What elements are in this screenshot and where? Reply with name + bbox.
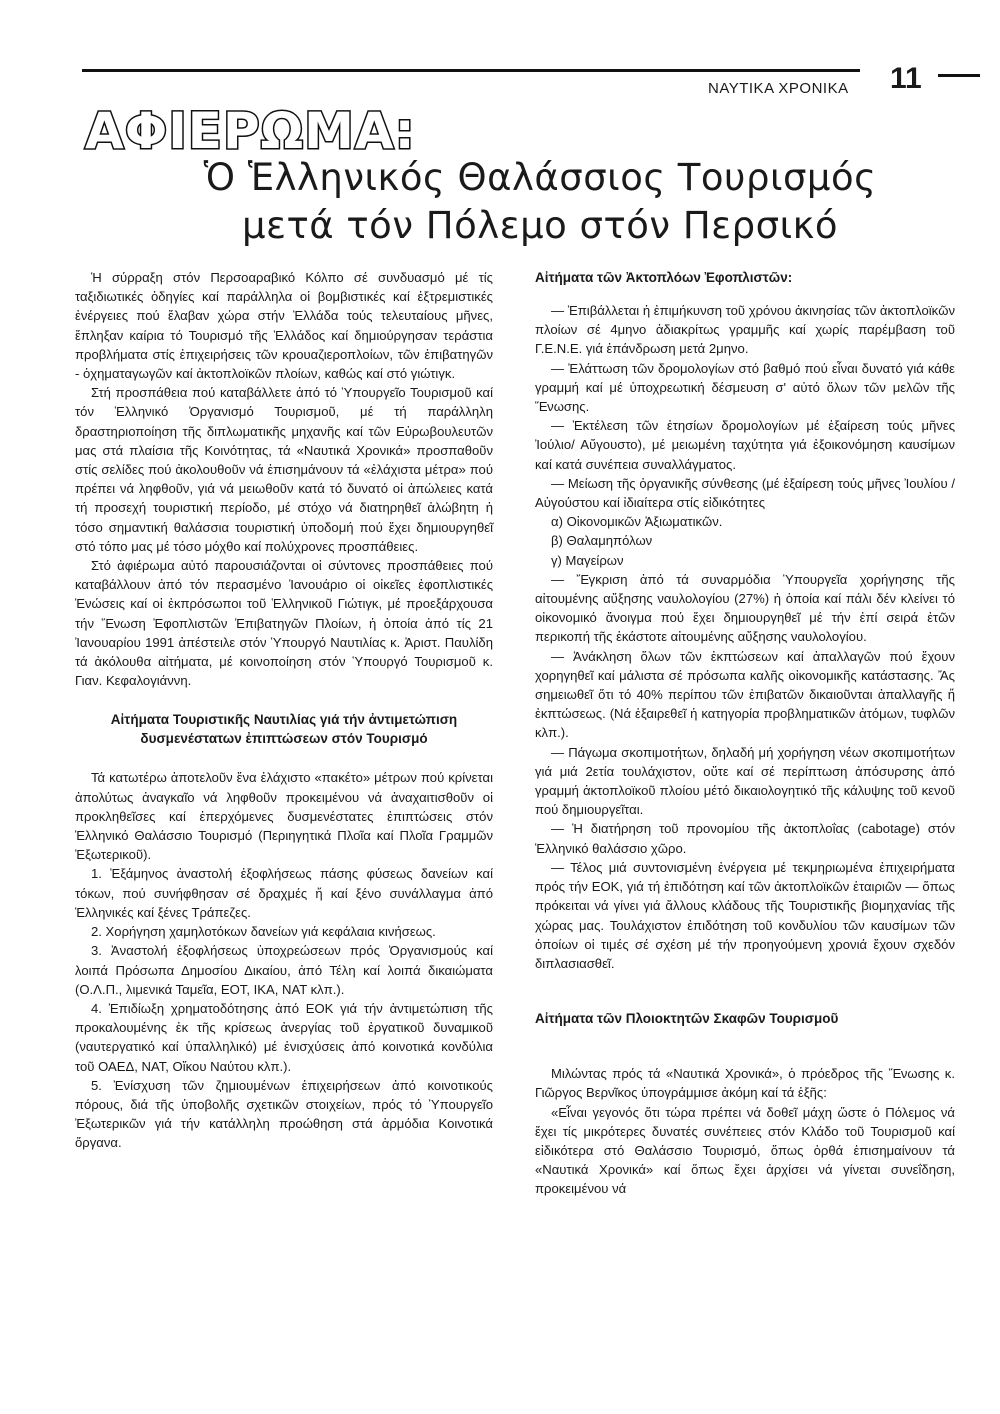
paragraph: Ἡ σύρραξη στόν Περσοαραβικό Κόλπο σέ συνδυασμό μέ τίς ταξιδιωτικές ὁδηγίες καί παράλληλα οἱ βομβιστικές καί ἐξτρεμιστικές ἐνέργειες πού ἔλαβαν χώρα στήν Ἑλλάδα τούς τελευταίους μῆνες, ἔπληξαν καίρια τό Τουρισμό τῆς Ἑλλάδος καί δημιούργησαν τεράστια προβλήματα στίς ἐπιχειρήσεις τῶν κρουαζιεροπλοίων, τῶν ἐπιβατηγῶν - ὀχηματαγωγῶν καί ἀκτοπλοϊκῶν πλοίων, καθώς καί στό γιώτιγκ.	[75, 270, 493, 382]
header-rule	[82, 69, 860, 72]
paragraph: Τά κατωτέρω ἀποτελοῦν ἕνα ἐλάχιστο «πακέτο» μέτρων πού κρίνεται ἀπολύτως ἀναγκαῖο νά ληφθοῦν προκειμένου νά ἀναχαιτισθοῦν οἱ προκληθεῖσες καί ἐπερχόμενες δυσμενέστατες ἐπιπτώσεις στόν Ἑλληνικό Θαλάσσιο Τουρισμό (Περιηγητικά Πλοῖα καί Πλοῖα Γραμμῶν Ἐξωτερικοῦ).	[75, 770, 493, 863]
list-item: 1. Ἑξάμηνος ἀναστολή ἐξοφλήσεως πάσης φύσεως δανείων καί τόκων, πού συνήφθησαν σέ δραχμές ἤ καί ξένο συνάλλαγμα ἀπό Ἑλληνικές καί ξένες Τράπεζες.	[75, 866, 493, 920]
list-item: — Ἀνάκληση ὅλων τῶν ἐκπτώσεων καί ἀπαλλαγῶν πού ἔχουν χορηγηθεῖ καί μάλιστα σέ πρόσωπα καλῆς οἰκονομικῆς κατάστασης. Ἄς σημειωθεῖ ὅτι τό 40% περίπου τῶν ἐπιβατῶν δικαιοῦνται ἀπαλλαγῆς ἤ ἐκπτώσεως. (Νά ἐξαιρεθεῖ ἡ κατηγορία προβληματικῶν ἀτόμων, τυφλῶν κλπ.).	[535, 648, 955, 741]
page-number: 11	[890, 62, 922, 95]
list-item: 5. Ἐνίσχυση τῶν ζημιουμένων ἐπιχειρήσεων ἀπό κοινοτικούς πόρους, διά τῆς ὑποβολῆς σχετικῶν στοιχείων, πρός τό Ὑπουργεῖο Ἐξωτερικῶν γιά τήν κατάλληλη προώθηση στά ἁρμόδια Κοινοτικά ὄργανα.	[75, 1077, 493, 1151]
list-item: — Ἔγκριση ἀπό τά συναρμόδια Ὑπουργεῖα χορήγησης τῆς αἰτουμένης αὔξησης ναυλολογίου (27%) ἡ ὁποία καί πάλι δέν κλείνει τό οἰκονομικό ἄνοιγμα πού ἔχει δημιουργηθεῖ μέ τήν ἐπί σειρά ἐτῶν περικοπή τῆς ἑκάστοτε αἰτουμένης αὔξησης ναυλολογίου.	[535, 571, 955, 645]
section-heading: Αἰτήματα τῶν Ἀκτοπλόων Ἐφοπλιστῶν:	[535, 270, 793, 285]
list-item: — Ἐπιβάλλεται ἡ ἐπιμήκυνση τοῦ χρόνου ἀκινησίας τῶν ἀκτοπλοϊκῶν πλοίων σέ 4μηνο ἀδιακρίτως γραμμῆς καί χωρίς παρέμβαση τοῦ Γ.Ε.Ν.Ε. γιά ἐπάνδρωση μετά 2μηνο.	[535, 303, 955, 357]
article-title	[180, 154, 900, 250]
section-kicker: ΑΦΙΕΡΩΜΑ:	[85, 102, 416, 160]
list-item: — Ἐλάττωση τῶν δρομολογίων στό βαθμό πού εἶναι δυνατό γιά κάθε γραμμή καί μέ ὑποχρεωτική δέσμευση σ' αὐτό ὅλων τῶν μελῶν τῆς Ἕνωσης.	[535, 360, 955, 415]
paragraph: Στή προσπάθεια πού καταβάλλετε ἀπό τό Ὑπουργεῖο Τουρισμοῦ καί τόν Ἑλληνικό Ὀργανισμό Τουρισμοῦ, μέ τή παράλληλη δραστηριοποίηση τῆς διπλωματικῆς μηχανῆς καί τῶν Εὐρωβουλευτῶν μας στά πλαίσια τῆς Κοινότητας, τά «Ναυτικά Χρονικά» προσπαθοῦν στίς σελίδες πού ἀκολουθοῦν νά ἐπισημάνουν τά «ἐλάχιστα μέτρα» πού πρέπει νά ληφθοῦν, γιά νά μειωθοῦν κατά τό δυνατό οἱ ἀπώλειες κατά τή προσεχή τουριστική περίοδο, μέ στόχο νά διατηρηθεῖ ἀλώβητη ἡ τόσο σημαντική θαλάσσια τουριστική ὑποδομή πού ἔχει δημιουργηθεῖ στό τόπο μας μέ τόσο μόχθο καί πολύχρονες προσπάθειες.	[75, 385, 493, 554]
left-column	[75, 268, 493, 1153]
magazine-name: ΝΑΥΤΙΚΑ ΧΡΟΝΙΚΑ	[708, 80, 849, 97]
list-item: — Ἐκτέλεση τῶν ἐτησίων δρομολογίων μέ ἐξαίρεση τούς μῆνες Ἰούλιο/ Αὔγουστο), μέ μειωμένη ταχύτητα γιά ἐξοικονόμηση καυσίμων καί κατά συνέπεια συναλλάγματος.	[535, 418, 955, 472]
specialties-list	[535, 512, 955, 570]
paragraph: Μιλώντας πρός τά «Ναυτικά Χρονικά», ὁ πρόεδρος τῆς Ἕνωσης κ. Γιῶργος Βερνῖκος ὑπογράμμισε ἀκόμη καί τά ἑξῆς:	[535, 1066, 955, 1101]
list-item: — Τέλος μιά συντονισμένη ἐνέργεια μέ τεκμηριωμένα ἐπιχειρήματα πρός τήν ΕΟΚ, γιά τή ἐπιδότηση καί τῶν ἀκτοπλοϊκῶν ἑταιριῶν — ὅπως πρόκειται νά γίνει γιά ἄλλους κλάδους τῆς Τουριστικῆς βιομηχανίας τῆς χώρας μας. Τουλάχιστον ἐπιδότηση τοῦ κονδυλίου τῶν καυσίμων τῶν ὁποίων οἱ τιμές σέ σχέση μέ τήν προηγούμενη χρονιά ἔχουν σχεδόν διπλασιασθεῖ.	[535, 859, 955, 971]
title-line-1: Ὁ Ἑλληνικός Θαλάσσιος Τουρισμός	[203, 156, 877, 199]
sublist-item: α) Οἰκονομικῶν Ἀξιωματικῶν.	[551, 514, 723, 530]
list-item: 3. Ἀναστολή ἐξοφλήσεως ὑποχρεώσεων πρός Ὀργανισμούς καί λοιπά Πρόσωπα Δημοσίου Δικαίου, ἀπό Τέλη καί λοιπά δικαιώματα (Ο.Λ.Π., λιμενικά Ταμεῖα, ΕΟΤ, ΙΚΑ, ΝΑΤ κλπ.).	[75, 943, 493, 997]
paragraph: «Εἶναι γεγονός ὅτι τώρα πρέπει νά δοθεῖ μάχη ὥστε ὁ Πόλεμος νά ἔχει τίς μικρότερες δυνατές συνέπειες στόν Κλάδο τοῦ Τουρισμοῦ καί εἰδικότερα στό Θαλάσσιο Τουρισμό, ὅπως ὀρθά ἐπισημαίνουν τά «Ναυτικά Χρονικά» καί ὅπως ἔχει ἀρχίσει νά γίνεται συνεΐδηση, προκειμένου νά	[535, 1104, 955, 1197]
right-column	[535, 268, 955, 1199]
paragraph: Στό ἀφιέρωμα αὐτό παρουσιάζονται οἱ σύντονες προσπάθειες πού καταβάλλουν ἀπό τόν περασμένο Ἰανουάριο οἱ οἰκεῖες ἐφοπλιστικές Ἑνώσεις καί οἱ ἐκπρόσωποι τοῦ Ἑλληνικοῦ Γιώτιγκ, μέ προεξάρχουσα τήν Ἕνωση Ἐφοπλιστῶν Ἐπιβατηγῶν Πλοίων, ἡ ὁποία ἀπό τίς 21 Ἰανουαρίου 1991 ἀπέστειλε στόν Ὑπουργό Ναυτιλίας κ. Ἀριστ. Παυλίδη τά ἀκόλουθα αἰτήματα, μέ κοινοποίηση στόν Ὑπουργό Τουρισμοῦ κ. Γιαν. Κεφαλογιάννη.	[75, 558, 493, 689]
sublist-item: β) Θαλαμηπόλων	[551, 533, 653, 549]
sublist-item: γ) Μαγείρων	[551, 552, 624, 568]
list-item: 2. Χορήγηση χαμηλοτόκων δανείων γιά κεφάλαια κινήσεως.	[91, 924, 436, 940]
list-item: — Ἡ διατήρηση τοῦ προνομίου τῆς ἀκτοπλοΐας (cabotage) στόν Ἑλληνικό θαλάσσιο χῶρο.	[535, 821, 955, 856]
section-heading: Αἰτήματα Τουριστικῆς Ναυτιλίας γιά τήν ἀντιμετώπιση δυσμενέστατων ἐπιπτώσεων στόν Τουρισμό	[110, 712, 458, 747]
title-line-2: μετά τόν Πόλεμο στόν Περσικό	[241, 204, 839, 247]
list-item: 4. Ἐπιδίωξη χρηματοδότησης ἀπό ΕΟΚ γιά τήν ἀντιμετώπιση τῆς προκαλουμένης ἐκ τῆς κρίσεως ἀνεργίας τοῦ ἐργατικοῦ δυναμικοῦ (ναυτεργατικό καί ὑπαλληλικό) μέ ἐνισχύσεις ἀπό κοινοτικά κονδύλια τοῦ ΟΑΕΔ, ΝΑΤ, Οἴκου Ναύτου κλπ.).	[75, 1000, 493, 1074]
header-tick	[938, 74, 980, 77]
list-item: — Μείωση τῆς ὀργανικῆς σύνθεσης (μέ ἐξαίρεση τούς μῆνες Ἰουλίου / Αὐγούστου καί ἰδιαίτερα στίς εἰδικότητες	[535, 475, 955, 511]
list-item: — Πάγωμα σκοπιμοτήτων, δηλαδή μή χορήγηση νέων σκοπιμοτήτων γιά μιά 2ετία τουλάχιστον, οὔτε καί σέ περίπτωση ἀπόσυρσης ἀπό γραμμή ἀκτοπλοϊκοῦ πλοίου μέτό δικαιολογητικό τῆς κάλυψης τοῦ κενοῦ πού δημιουργεῖται.	[535, 744, 955, 818]
section-heading: Αἰτήματα τῶν Πλοιοκτητῶν Σκαφῶν Τουρισμοῦ	[535, 1011, 839, 1027]
